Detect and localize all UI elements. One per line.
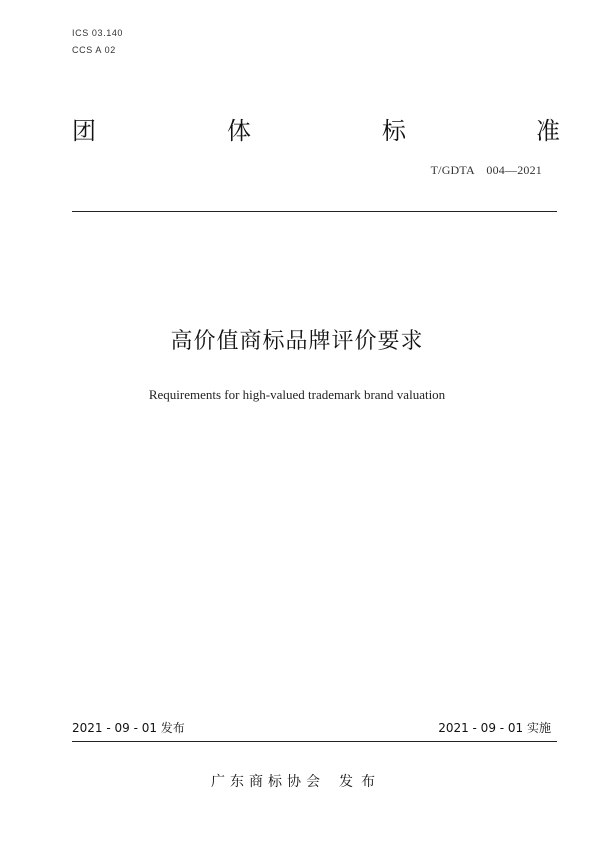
issuer-line — [0, 773, 600, 791]
issuer-name: 广东商标协会 — [211, 774, 325, 790]
issuer-action: 发布 — [339, 774, 383, 790]
document-title-chinese: 高价值商标品牌评价要求 — [170, 329, 424, 354]
document-title-english: Requirements for high-valued trademark brand valuation — [148, 387, 446, 402]
footer-divider — [72, 741, 557, 742]
standard-type-char: 体 — [227, 117, 251, 145]
standard-type-char: 准 — [536, 117, 560, 145]
header-divider — [72, 211, 557, 212]
standard-number: T/GDTA 004—2021 — [430, 163, 542, 177]
publish-date: 2021 - 09 - 01 发布 — [72, 721, 185, 735]
implementation-date: 2021 - 09 - 01 实施 — [438, 721, 551, 735]
ccs-code: CCS A 02 — [72, 45, 116, 55]
standard-type-char: 标 — [382, 117, 406, 145]
standard-type-char: 团 — [72, 117, 96, 145]
ics-code: ICS 03.140 — [72, 28, 124, 38]
